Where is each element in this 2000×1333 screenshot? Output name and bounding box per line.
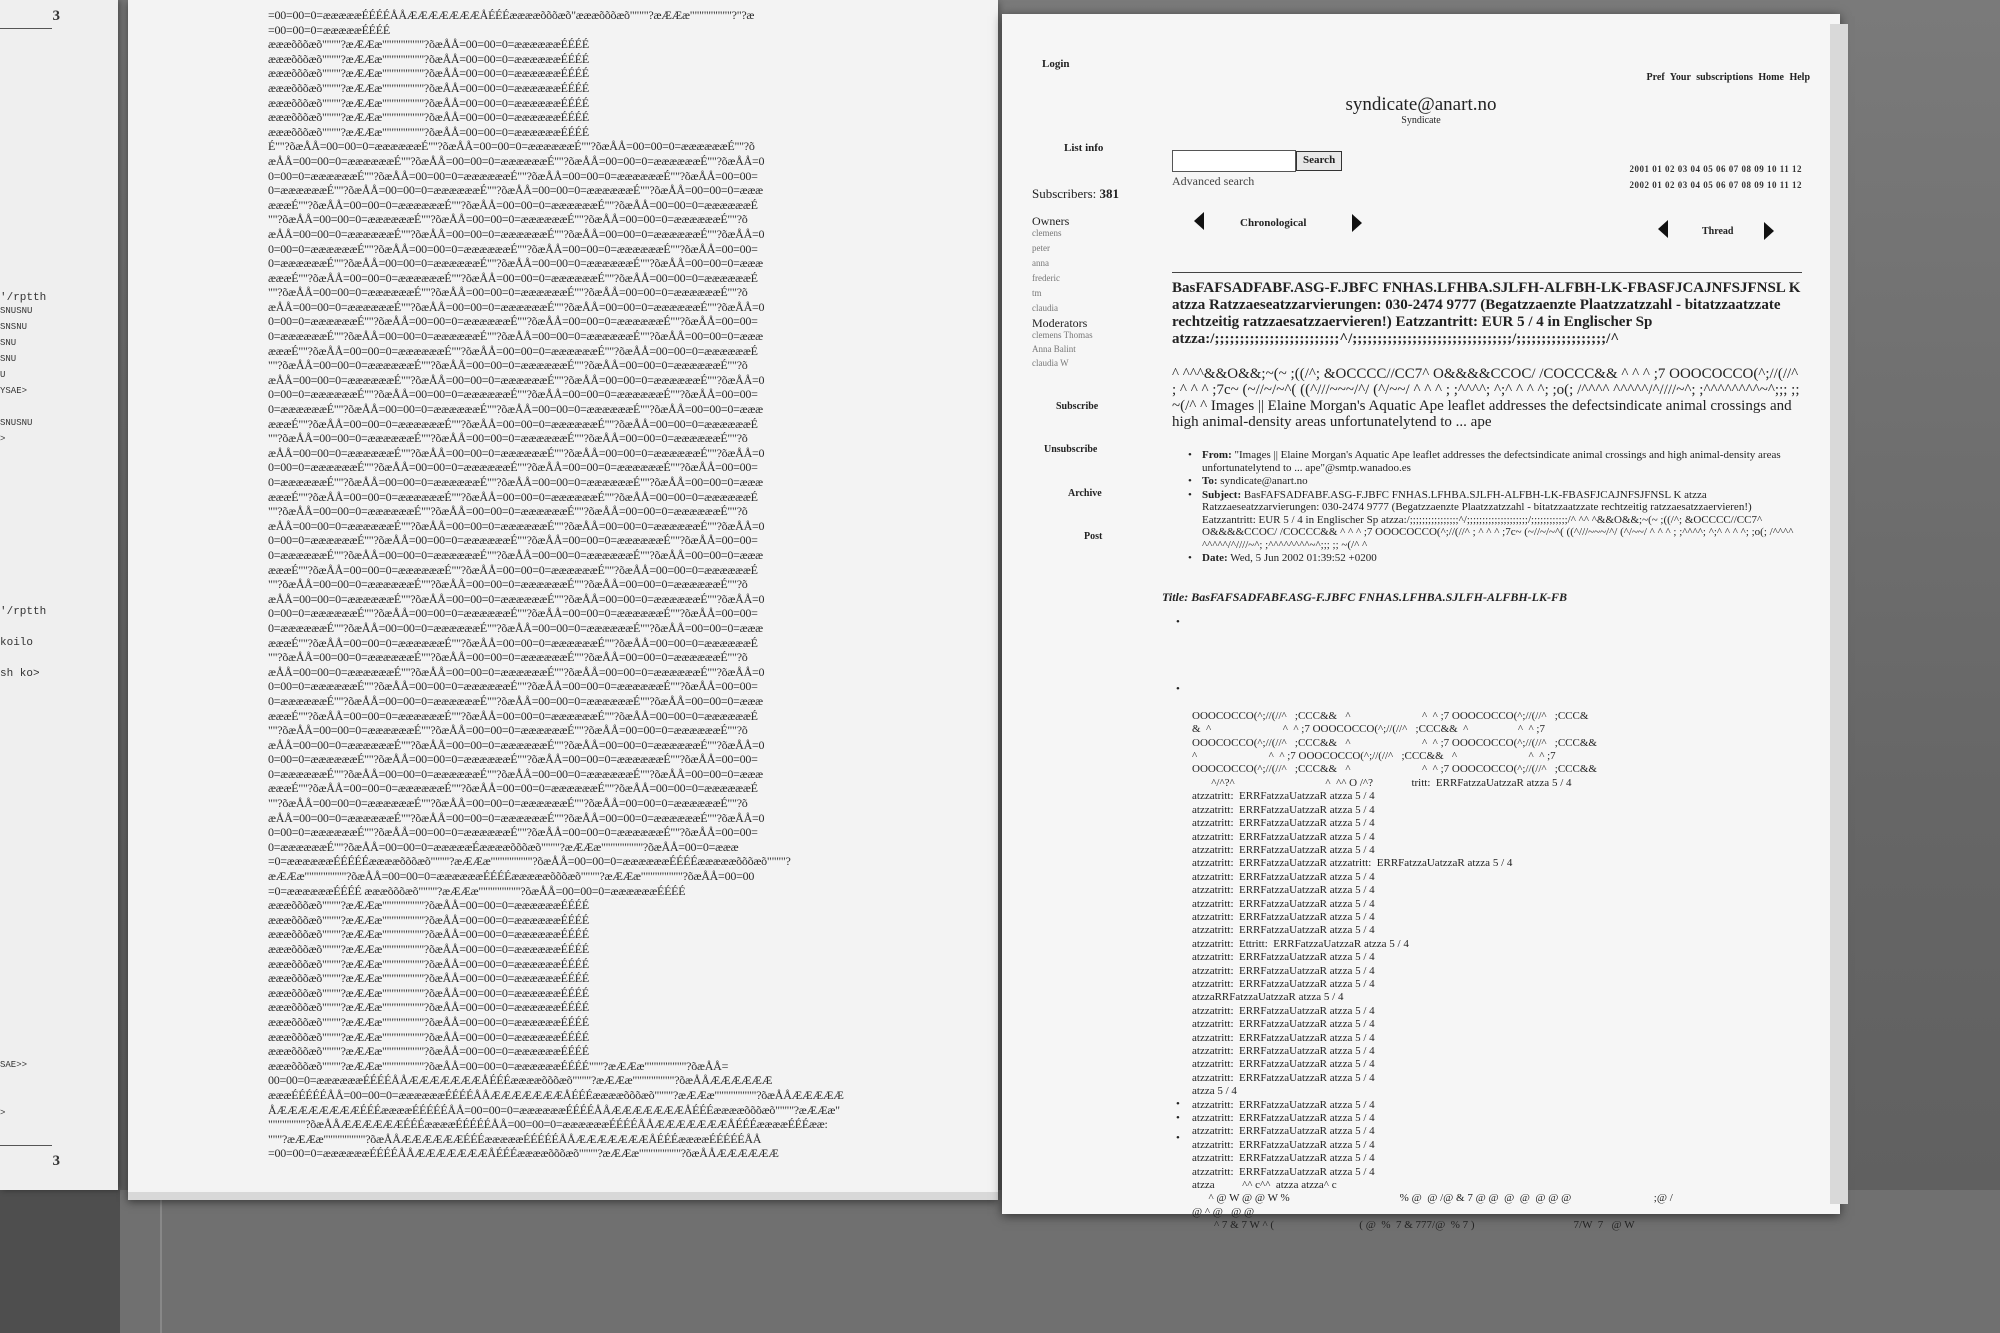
character-line: æææÉ""?õæÅÅ=00=00=0=ææææææÉ""?õæÅÅ=00=00=0=ææææææÉ""?õæÅÅ=00=00=0=ææææææÉ xyxy=(268,635,758,650)
content-line: atzzatritt: ERRFatzzaUatzzaR atzza 5 / 4 xyxy=(1192,1138,1375,1151)
content-line: OOOCOCCO(^;//(//^ ;CCC&& ^ ^ ^ ;7 OOOCOCCO(^;//(//^ ;CCC& xyxy=(1192,709,1589,722)
sidebar-list-info[interactable]: List info xyxy=(1064,142,1104,154)
header-to xyxy=(1188,475,1808,488)
sidebar-archive[interactable]: Archive xyxy=(1068,488,1102,499)
web-printout-sheet xyxy=(1002,14,1840,1232)
character-line: =00=00=0=æææææÉÉÉÉ xyxy=(268,22,390,37)
character-line: 0=ææææææÉ""?õæÅÅ=00=00=0=ææææææÉ""?õæÅÅ=00=00=0=ææææææÉ""?õæÅÅ=00=00=0=æææ xyxy=(268,547,763,562)
content-line: ^/^?^ ^ ^^ O /^? tritt: ERRFatzzaUatzzaR atzza 5 / 4 xyxy=(1192,776,1572,789)
character-line: =00=00=0=æææææÉÉÉÉÅÅÆÆÆÆÆÆÆÅÉÉÉææææõõõæõ"æææõõõæõ""""?æÆÆæ"""""""""?"?æ xyxy=(268,8,755,22)
subject-value: BasFAFSADFABF.ASG-F.JBFC FNHAS.LFHBA.SJLFH-ALFBH-LK-FBASFJCAJNFSJFNSL K atzza Ratzzaeseatzzarvierungen: 030-2474 9777 (Begatzzaenzte Plaatzzatzzahl - bitatzzaatzzate rechtzeitig ratzzaesatzzaervieren!) Eatzzantritt: EUR 5 / 4 in Englischer Sp atzza:/;;;;;;;;;;;;;;;;^/;;;;;;;;;;;;;;;;;;;;/;;;;;;;;;;;;/^ ^^ ^&&O&&;~(~ ;((/^; &OCCCC//CC7^ O&&&&CCOC/ /COCCC&& ^ ^ ^ ;7 OOOCOCCO(^;//(//^ ; ^ ^ ^ ;7c~ (~//~/~^( ((^///~~~/^/ (^/~~/ ^ ^ ^ ; ;^^^^; ^;^ ^ ^ ^; ;o(; /^^^^ ^^^^^/^////~^; ;^^^^^^^^~^;;; ;; ~(/^ ^ xyxy=(1202,488,1794,551)
message-title-line: Title: BasFAFSADFABF.ASG-F.JBFC FNHAS.LFHBA.SJLFH-ALFBH-LK-FB xyxy=(1162,590,1568,604)
owner-item[interactable]: anna xyxy=(1032,258,1049,268)
stacked-pages-edge xyxy=(1830,24,1848,1204)
character-line: æææÉ""?õæÅÅ=00=00=0=ææææææÉ""?õæÅÅ=00=00=0=ææææææÉ""?õæÅÅ=00=00=0=ææææææÉ xyxy=(268,489,758,504)
top-navigation[interactable]: Pref Your subscriptions Home Help xyxy=(1646,72,1810,83)
character-line: æÅÅ=00=00=0=ææææææÉ""?õæÅÅ=00=00=0=ææææææÉ""?õæÅÅ=00=00=0=ææææææÉ""?õæÅÅ=0 xyxy=(268,664,765,679)
subject-label: Subject: xyxy=(1202,488,1242,501)
date-value: Wed, 5 Jun 2002 01:39:52 +0200 xyxy=(1230,552,1377,564)
character-line: æææÉ""?õæÅÅ=00=00=0=ææææææÉ""?õæÅÅ=00=00=0=ææææææÉ""?õæÅÅ=00=00=0=ææææææÉ xyxy=(268,562,758,577)
character-line: æææõõõæõ""""?æÆÆæ"""""""""?õæÅÅ=00=00=0=ææææææÉÉÉÉ xyxy=(268,927,589,942)
character-line: 0=00=0=ææææææÉ""?õæÅÅ=00=00=0=ææææææÉ""?õæÅÅ=00=00=0=ææææææÉ""?õæÅÅ=00=00= xyxy=(268,606,758,621)
content-line: OOOCOCCO(^;//(//^ ;CCC&& ^ ^ ^ ;7 OOOCOCCO(^;//(//^ ;CCC&& xyxy=(1192,736,1597,749)
content-line: atzzatritt: ERRFatzzaUatzzaR atzza 5 / 4 xyxy=(1192,977,1375,990)
header-rule xyxy=(0,28,52,29)
to-value: syndicate@anart.no xyxy=(1220,475,1308,487)
text-fragment: SAE>> xyxy=(0,1060,28,1070)
character-line: 0=00=0=ææææææÉ""?õæÅÅ=00=00=0=ææææææÉ""?õæÅÅ=00=00=0=ææææææÉ""?õæÅÅ=00=00= xyxy=(268,314,758,329)
sidebar-unsubscribe[interactable]: Unsubscribe xyxy=(1044,444,1098,455)
text-fragment: SNUSNU xyxy=(0,418,33,428)
content-line: atzzatritt: Ettritt: ERRFatzzaUatzzaR atzza 5 / 4 xyxy=(1192,937,1409,950)
character-line: 0=ææææææÉ""?õæÅÅ=00=00=0=ææææææÉ""?õæÅÅ=00=00=0=ææææææÉ""?õæÅÅ=00=00=0=æææ xyxy=(268,620,763,635)
character-line: 0=ææææææÉ""?õæÅÅ=00=00=0=ææææææÉ""?õæÅÅ=00=00=0=ææææææÉ""?õæÅÅ=00=00=0=æææ xyxy=(268,329,763,344)
text-fragment: > xyxy=(0,434,6,444)
character-line: æææõõõæõ""""?æÆÆæ"""""""""?õæÅÅ=00=00=0=ææææææÉÉÉÉ xyxy=(268,1014,589,1029)
content-line: ^ @ W @ @ W % % @ @ /@ & 7 @ @ @ @ @ @ @ ;@ / xyxy=(1192,1192,1673,1205)
message-content-block xyxy=(1176,616,1822,1233)
page-number-top: 3 xyxy=(52,8,60,24)
archive-year-2001[interactable]: 2001 01 02 03 04 05 06 07 08 09 10 11 12 xyxy=(1629,164,1802,174)
character-line: æææõõõæõ""""?æÆÆæ"""""""""?õæÅÅ=00=00=0=ææææææÉÉÉÉ"""?æÆÆæ"""""""""?õæÅÅ= xyxy=(268,1058,729,1073)
character-line: 0=ææææææÉ""?õæÅÅ=00=00=0=ææææææÉ""?õæÅÅ=00=00=0=ææææææÉ""?õæÅÅ=00=00=0=æææ xyxy=(268,475,763,489)
advanced-search-link[interactable]: Advanced search xyxy=(1172,174,1255,188)
character-line: æÅÅ=00=00=0=ææææææÉ""?õæÅÅ=00=00=0=ææææææÉ""?õæÅÅ=00=00=0=ææææææÉ""?õæÅÅ=0 xyxy=(268,226,765,241)
bullet-icon: • xyxy=(1176,683,1180,695)
text-fragment: > xyxy=(0,1108,6,1118)
character-line: 0=00=0=ææææææÉ""?õæÅÅ=00=00=0=ææææææÉ""?õæÅÅ=00=00=0=ææææææÉ""?õæÅÅ=00=00= xyxy=(268,679,758,694)
content-line: atzzatritt: ERRFatzzaUatzzaR atzza 5 / 4 xyxy=(1192,1112,1375,1125)
character-line: ""?õæÅÅ=00=00=0=ææææææÉ""?õæÅÅ=00=00=0=ææææææÉ""?õæÅÅ=00=00=0=ææææææÉ""?õ xyxy=(268,723,748,738)
character-line: ""?õæÅÅ=00=00=0=ææææææÉ""?õæÅÅ=00=00=0=ææææææÉ""?õæÅÅ=00=00=0=ææææææÉ""?õ xyxy=(268,285,748,300)
content-line: ^ ^ ^ ;7 OOOCOCCO(^;//(//^ ;CCC&& ^ ^ ^ ;7 xyxy=(1192,750,1556,763)
character-line: ""?õæÅÅ=00=00=0=ææææææÉ""?õæÅÅ=00=00=0=ææææææÉ""?õæÅÅ=00=00=0=ææææææÉ""?õ xyxy=(268,577,748,592)
moderator-item[interactable]: clemens Thomas xyxy=(1032,330,1093,340)
text-fragment: SNU xyxy=(0,354,17,364)
text-fragment: sh ko> xyxy=(0,668,40,680)
text-fragment: U xyxy=(0,370,6,380)
character-line: æææõõõæõ""""?æÆÆæ"""""""""?õæÅÅ=00=00=0=ææææææÉÉÉÉ xyxy=(268,95,589,110)
content-line: @ ^ @ @ @ xyxy=(1192,1205,1255,1218)
message-summary: ^ ^^^&&O&&;~(~ ;((/^; &OCCCC//CC7^ O&&&&CCOC/ /COCCC&& ^ ^ ^ ;7 OOOCOCCO(^;//(//^ ; ^ ^ ^ ;7c~ (~//~/~^( ((^///~~~/^/ (^/~~/ ^ ^ ^ ; ;^^^^; ^;^ ^ ^ ^; ;o(; /^^^^ ^^^^^/^////~^; ;^^^^^^^^~^;;; ;; ~(/^ ^ Images || Elaine Morgan's Aquatic Ape leaflet addresses the defectsindicate animal crossings and high animal-density areas unfortunatelytend to ... ape xyxy=(1172,366,1804,430)
text-fragment: YSAE> xyxy=(0,386,28,396)
character-line: É""?õæÅÅ=00=00=0=ææææææÉ""?õæÅÅ=00=00=0=ææææææÉ""?õæÅÅ=00=00=0=ææææææÉ""?õ xyxy=(268,139,755,154)
character-line: ""?õæÅÅ=00=00=0=ææææææÉ""?õæÅÅ=00=00=0=ææææææÉ""?õæÅÅ=00=00=0=ææææææÉ""?õ xyxy=(268,431,748,446)
owner-item[interactable]: peter xyxy=(1032,243,1050,253)
content-line: atzzatritt: ERRFatzzaUatzzaR atzza 5 / 4 xyxy=(1192,1152,1375,1165)
bullet-icon: • xyxy=(1176,616,1180,628)
character-line: æææõõõæõ""""?æÆÆæ"""""""""?õæÅÅ=00=00=0=ææææææÉÉÉÉ xyxy=(268,66,589,81)
search-button[interactable]: Search xyxy=(1296,151,1342,171)
header-subject xyxy=(1188,489,1808,552)
content-line: atzzatritt: ERRFatzzaUatzzaR atzza 5 / 4 xyxy=(1192,924,1375,937)
text-fragment: SNSNU xyxy=(0,322,28,332)
character-printout-sheet xyxy=(128,0,998,1200)
character-line: 0=00=0=ææææææÉ""?õæÅÅ=00=00=0=ææææææÉ""?õæÅÅ=00=00=0=ææææææÉ""?õæÅÅ=00=00= xyxy=(268,241,758,256)
archive-year-2002[interactable]: 2002 01 02 03 04 05 06 07 08 09 10 11 12 xyxy=(1629,180,1802,190)
message-headers xyxy=(1188,449,1808,566)
character-line: æææõõõæõ""""?æÆÆæ"""""""""?õæÅÅ=00=00=0=ææææææÉÉÉÉ xyxy=(268,971,589,986)
content-line: atzza ^^ c^^ atzza atzza^ c xyxy=(1192,1179,1337,1192)
character-line: æÅÅ=00=00=0=ææææææÉ""?õæÅÅ=00=00=0=ææææææÉ""?õæÅÅ=00=00=0=ææææææÉ""?õæÅÅ=0 xyxy=(268,299,765,314)
owners-heading: Owners xyxy=(1032,214,1070,228)
left-printout-sheet xyxy=(0,0,118,1190)
content-line: atzzatritt: ERRFatzzaUatzzaR atzza 5 / 4 xyxy=(1192,803,1375,816)
chrono-prev-arrow-icon[interactable] xyxy=(1194,212,1204,230)
character-line: =0=ææææææÉÉÉÉÉææææõõõæõ""""?æÆÆæ"""""""""?õæÅÅ=00=00=0=ææææææÉÉÉÉæææææõõõæõ""""? xyxy=(268,854,791,869)
bullet-icon: • xyxy=(1176,1112,1180,1124)
character-line: æÅÅ=00=00=0=ææææææÉ""?õæÅÅ=00=00=0=ææææææÉ""?õæÅÅ=00=00=0=ææææææÉ""?õæÅÅ=0 xyxy=(268,591,765,606)
bullet-icon: • xyxy=(1176,1132,1180,1144)
content-line: atzzatritt: ERRFatzzaUatzzaR atzza 5 / 4 xyxy=(1192,964,1375,977)
date-label: Date: xyxy=(1202,552,1228,564)
moderator-item[interactable]: Anna Balint xyxy=(1032,344,1076,354)
content-line: atzzatritt: ERRFatzzaUatzzaR atzza 5 / 4 xyxy=(1192,897,1375,910)
text-fragment: SNU xyxy=(0,338,17,348)
character-line: 0=ææææææÉ""?õæÅÅ=00=00=0=ææææææÉ""?õæÅÅ=00=00=0=ææææææÉ""?õæÅÅ=00=00=0=æææ xyxy=(268,766,763,781)
content-line: atzzatritt: ERRFatzzaUatzzaR atzza 5 / 4 xyxy=(1192,817,1375,830)
footer-rule xyxy=(0,1145,52,1146)
subscribers-label: Subscribers: xyxy=(1032,186,1097,201)
from-label: From: xyxy=(1202,449,1232,461)
character-line: æææõõõæõ""""?æÆÆæ"""""""""?õæÅÅ=00=00=0=ææææææÉÉÉÉ xyxy=(268,1044,589,1059)
content-line: atzzatritt: ERRFatzzaUatzzaR atzza 5 / 4 xyxy=(1192,1031,1375,1044)
character-line: æææÉ""?õæÅÅ=00=00=0=ææææææÉ""?õæÅÅ=00=00=0=ææææææÉ""?õæÅÅ=00=00=0=ææææææÉ xyxy=(268,708,758,723)
site-title: syndicate@anart.no xyxy=(1345,94,1497,115)
owner-item[interactable]: tm xyxy=(1032,288,1042,298)
content-line: atzzatritt: ERRFatzzaUatzzaR atzza 5 / 4 xyxy=(1192,1165,1375,1178)
content-line: atzzatritt: ERRFatzzaUatzzaR atzza 5 / 4 xyxy=(1192,910,1375,923)
content-line: atzzatritt: ERRFatzzaUatzzaR atzza 5 / 4 xyxy=(1192,870,1375,883)
character-line: æææõõõæõ""""?æÆÆæ"""""""""?õæÅÅ=00=00=0=ææææææÉÉÉÉ xyxy=(268,110,589,125)
header-from xyxy=(1188,449,1808,474)
character-line: =00=00=0=ææææææÉÉÉÉÅÅÆÆÆÆÆÆÆÅÉÉÉææææõõõæõ""""?æÆÆæ"""""""""?õæÅÅÆÆÆÆÆÆ xyxy=(268,1146,779,1161)
content-line: atzzatritt: ERRFatzzaUatzzaR atzza 5 / 4 xyxy=(1192,830,1375,843)
character-line: æÅÅ=00=00=0=ææææææÉ""?õæÅÅ=00=00=0=ææææææÉ""?õæÅÅ=00=00=0=ææææææÉ""?õæÅÅ=0 xyxy=(268,810,765,825)
character-line: 0=00=0=ææææææÉ""?õæÅÅ=00=00=0=ææææææÉ""?õæÅÅ=00=00=0=ææææææÉ""?õæÅÅ=00=00= xyxy=(268,168,758,183)
owner-item[interactable]: clemens xyxy=(1032,228,1062,238)
text-fragment: '/rptth xyxy=(0,292,47,304)
character-line: 0=ææææææÉ""?õæÅÅ=00=00=0=ææææææÉ""?õæÅÅ=00=00=0=ææææææÉ""?õæÅÅ=00=00=0=æææ xyxy=(268,693,763,708)
character-line: æææõõõæõ""""?æÆÆæ"""""""""?õæÅÅ=00=00=0=ææææææÉÉÉÉ xyxy=(268,1000,589,1015)
character-line: æææõõõæõ""""?æÆÆæ"""""""""?õæÅÅ=00=00=0=ææææææÉÉÉÉ xyxy=(268,37,589,52)
content-line: atzzatritt: ERRFatzzaUatzzaR atzza 5 / 4 xyxy=(1192,1071,1375,1084)
character-line: æææõõõæõ""""?æÆÆæ"""""""""?õæÅÅ=00=00=0=ææææææÉÉÉÉ xyxy=(268,985,589,1000)
content-line: atzzatritt: ERRFatzzaUatzzaR atzza 5 / 4 xyxy=(1192,884,1375,897)
text-fragment: SNUSNU xyxy=(0,306,33,316)
login-link[interactable]: Login xyxy=(1042,58,1070,70)
thread-next-arrow-icon[interactable] xyxy=(1764,222,1774,240)
chronological-label: Chronological xyxy=(1240,217,1307,229)
content-line: atzzatritt: ERRFatzzaUatzzaR atzza 5 / 4 xyxy=(1192,1018,1375,1031)
character-line: æÆÆæ"""""""""?õæÅÅ=00=00=0=ææææææÉÉÉÉæææææõõõæõ""""?æÆÆæ"""""""""?õæÅÅ=00=00 xyxy=(268,869,755,884)
character-line: ""?õæÅÅ=00=00=0=ææææææÉ""?õæÅÅ=00=00=0=ææææææÉ""?õæÅÅ=00=00=0=ææææææÉ""?õ xyxy=(268,650,748,665)
character-line: æææÉ""?õæÅÅ=00=00=0=ææææææÉ""?õæÅÅ=00=00=0=ææææææÉ""?õæÅÅ=00=00=0=ææææææÉ xyxy=(268,270,758,285)
character-line: æÅÅ=00=00=0=ææææææÉ""?õæÅÅ=00=00=0=ææææææÉ""?õæÅÅ=00=00=0=ææææææÉ""?õæÅÅ=0 xyxy=(268,372,765,387)
text-fragment: '/rptth xyxy=(0,606,47,618)
character-line: æææõõõæõ""""?æÆÆæ"""""""""?õæÅÅ=00=00=0=ææææææÉÉÉÉ xyxy=(268,912,589,927)
character-line: æææõõõæõ""""?æÆÆæ"""""""""?õæÅÅ=00=00=0=ææææææÉÉÉÉ xyxy=(268,80,589,95)
content-line: atzzatritt: ERRFatzzaUatzzaR atzza 5 / 4 xyxy=(1192,1045,1375,1057)
character-line: 0=ææææææÉ""?õæÅÅ=00=00=0=ææææææÉ""?õæÅÅ=00=00=0=ææææææÉ""?õæÅÅ=00=00=0=æææ xyxy=(268,183,763,198)
character-line: æææÉ""?õæÅÅ=00=00=0=ææææææÉ""?õæÅÅ=00=00=0=ææææææÉ""?õæÅÅ=00=00=0=ææææææÉ xyxy=(268,781,758,796)
character-line: æææÉ""?õæÅÅ=00=00=0=ææææææÉ""?õæÅÅ=00=00=0=ææææææÉ""?õæÅÅ=00=00=0=ææææææÉ xyxy=(268,416,758,431)
character-line: 0=00=0=ææææææÉ""?õæÅÅ=00=00=0=ææææææÉ""?õæÅÅ=00=00=0=ææææææÉ""?õæÅÅ=00=00= xyxy=(268,533,758,548)
character-line: æææõõõæõ""""?æÆÆæ"""""""""?õæÅÅ=00=00=0=ææææææÉÉÉÉ xyxy=(268,898,589,913)
message-subject-heading: BasFAFSADFABF.ASG-F.JBFC FNHAS.LFHBA.SJLFH-ALFBH-LK-FBASFJCAJNFSJFNSL K atzza Ratzzaeseatzzarvierungen: 030-2474 9777 (Begatzzaenzte Plaatzzatzzahl - bitatzzaatzzate rechtzeitig ratzzaesatzzaervieren!) Eatzzantritt: EUR 5 / 4 in Englischer Sp atzza:/;;;;;;;;;;;;;;;;;;;;;;;;;^/;;;;;;;;;;;;;;;;;;;;;;;;;;;;;;;;/;;;;;;;;;;;;;;;;;;/^ xyxy=(1172,280,1801,347)
floor-seam xyxy=(160,1190,162,1333)
header-date xyxy=(1188,552,1808,565)
character-line: """"""""?õæÅÅÆÆÆÆÆÆÉÉÉææææÉÉÉÉÉÅÅ=00=00=0=ææææææÉÉÉÉÅÅÆÆÆÆÆÆÆÅÉÉÉææææÉÉÉææ: xyxy=(268,1117,828,1132)
character-line: æææõõõæõ""""?æÆÆæ"""""""""?õæÅÅ=00=00=0=ææææææÉÉÉÉ xyxy=(268,124,589,139)
character-line: ""?õæÅÅ=00=00=0=ææææææÉ""?õæÅÅ=00=00=0=ææææææÉ""?õæÅÅ=00=00=0=ææææææÉ""?õ xyxy=(268,212,748,227)
content-line: atzzatritt: ERRFatzzaUatzzaR atzzatritt: ERRFatzzaUatzzaR atzza 5 / 4 xyxy=(1192,857,1513,870)
owner-item[interactable]: frederic xyxy=(1032,273,1060,283)
content-line: atzzatritt: ERRFatzzaUatzzaR atzza 5 / 4 xyxy=(1192,1058,1375,1071)
character-line: æææõõõæõ""""?æÆÆæ"""""""""?õæÅÅ=00=00=0=ææææææÉÉÉÉ xyxy=(268,1029,589,1044)
divider xyxy=(1172,272,1802,273)
thread-prev-arrow-icon[interactable] xyxy=(1658,220,1668,238)
character-line: ÅÆÆÆÆÆÆÆÆÉÉÉææææÉÉÉÉÉÅÅ=00=00=0=ææææææÉÉÉÉÅÅÆÆÆÆÆÆÆÅÉÉÉææææõõõæõ""""?æÆÆæ" xyxy=(268,1102,840,1117)
character-line: æææÉ""?õæÅÅ=00=00=0=ææææææÉ""?õæÅÅ=00=00=0=ææææææÉ""?õæÅÅ=00=00=0=ææææææÉ xyxy=(268,197,758,212)
content-line: atzzaRRFatzzaUatzzaR atzza 5 / 4 xyxy=(1192,991,1344,1004)
character-line: æææÉÉÉÉÉÅÅ=00=00=0=ææææææÉÉÉÉÅÅÆÆÆÆÆÆÆÅÉÉÉææææõõõæõ""""?æÆÆæ"""""""""?õæÅÅÆÆÆÆÆ xyxy=(268,1087,844,1102)
character-line: 0=ææææææÉ""?õæÅÅ=00=00=0=ææææææÉ""?õæÅÅ=00=00=0=ææææææÉ""?õæÅÅ=00=00=0=æææ xyxy=(268,256,763,271)
moderators-heading: Moderators xyxy=(1032,316,1088,330)
character-line: ""?õæÅÅ=00=00=0=ææææææÉ""?õæÅÅ=00=00=0=ææææææÉ""?õæÅÅ=00=00=0=ææææææÉ""?õ xyxy=(268,504,748,519)
character-line: 0=00=0=ææææææÉ""?õæÅÅ=00=00=0=ææææææÉ""?õæÅÅ=00=00=0=ææææææÉ""?õæÅÅ=00=00= xyxy=(268,387,758,402)
sidebar-post[interactable]: Post xyxy=(1084,531,1103,542)
bullet-icon: • xyxy=(1176,1098,1180,1110)
character-line: 0=ææææææÉ""?õæÅÅ=00=00=0=ææææææÉ""?õæÅÅ=00=00=0=ææææææÉ""?õæÅÅ=00=00=0=æææ xyxy=(268,402,763,417)
character-line: æÅÅ=00=00=0=ææææææÉ""?õæÅÅ=00=00=0=ææææææÉ""?õæÅÅ=00=00=0=ææææææÉ""?õæÅÅ=0 xyxy=(268,445,765,460)
character-text-block xyxy=(268,8,968,1161)
owner-item[interactable]: claudia xyxy=(1032,303,1058,313)
character-line: """?æÆÆæ"""""""""?õæÅÅÆÆÆÆÆÆÉÉÉæææææÉÉÉÉÉÅÅÆÆÆÆÆÆÆÅÉÉÉææææÉÉÉÉÉÅÅ xyxy=(268,1131,762,1146)
character-line: æÅÅ=00=00=0=ææææææÉ""?õæÅÅ=00=00=0=ææææææÉ""?õæÅÅ=00=00=0=ææææææÉ""?õæÅÅ=0 xyxy=(268,153,765,168)
content-line: & ^ ^ ^ ;7 OOOCOCCO(^;//(//^ ;CCC&& ^ ^ ^ ;7 xyxy=(1192,723,1545,736)
character-line: æææÉ""?õæÅÅ=00=00=0=ææææææÉ""?õæÅÅ=00=00=0=ææææææÉ""?õæÅÅ=00=00=0=ææææææÉ xyxy=(268,343,758,358)
moderator-item[interactable]: claudia W xyxy=(1032,358,1069,368)
character-line: æææõõõæõ""""?æÆÆæ"""""""""?õæÅÅ=00=00=0=ææææææÉÉÉÉ xyxy=(268,51,589,66)
subscribers-count: 381 xyxy=(1099,186,1120,201)
character-line: æÅÅ=00=00=0=ææææææÉ""?õæÅÅ=00=00=0=ææææææÉ""?õæÅÅ=00=00=0=ææææææÉ""?õæÅÅ=0 xyxy=(268,737,765,752)
character-line: 00=00=0=ææææææÉÉÉÉÅÅÆÆÆÆÆÆÆÅÉÉÉææææõõõæõ""""?æÆÆæ"""""""""?õæÅÅÆÆÆÆÆÆ xyxy=(268,1073,773,1088)
character-line: æææõõõæõ""""?æÆÆæ"""""""""?õæÅÅ=00=00=0=ææææææÉÉÉÉ xyxy=(268,956,589,971)
sidebar-subscribers xyxy=(1032,186,1119,202)
character-line: 0=00=0=ææææææÉ""?õæÅÅ=00=00=0=ææææææÉ""?õæÅÅ=00=00=0=ææææææÉ""?õæÅÅ=00=00= xyxy=(268,752,758,767)
content-line: atzzatritt: ERRFatzzaUatzzaR atzza 5 / 4 xyxy=(1192,1098,1375,1111)
content-line: atzzatritt: ERRFatzzaUatzzaR atzza 5 / 4 xyxy=(1192,1004,1375,1017)
content-line: ^ 7 & 7 W ^ ( ( @ % 7 & 777/@ % 7 ) 7/W 7 @ W xyxy=(1192,1219,1635,1232)
text-fragment: koilo xyxy=(0,637,34,649)
content-line: atzzatritt: ERRFatzzaUatzzaR atzza 5 / 4 xyxy=(1192,843,1375,856)
thread-label: Thread xyxy=(1702,226,1734,237)
sidebar-subscribe[interactable]: Subscribe xyxy=(1056,401,1099,412)
content-line: atzzatritt: ERRFatzzaUatzzaR atzza 5 / 4 xyxy=(1192,1125,1375,1138)
character-line: =0=ææææææÉÉÉÉ æææõõõæõ""""?æÆÆæ"""""""""?õæÅÅ=00=00=0=ææææææÉÉÉÉ xyxy=(268,883,686,898)
site-subtitle: Syndicate xyxy=(1401,115,1441,126)
from-value: "Images || Elaine Morgan's Aquatic Ape leaflet addresses the defectsindicate animal crossings and high animal-density areas unfortunatelytend to ... ape"@smtp.wanadoo.es xyxy=(1202,449,1781,474)
content-line: atzza 5 / 4 xyxy=(1192,1085,1237,1098)
character-line: 0=ææææææÉ""?õæÅÅ=00=00=0=æææææÉææææõõõæõ""""?æÆÆæ"""""""""?õæÅÅ=00=0=æææ xyxy=(268,839,739,854)
character-line: 0=00=0=ææææææÉ""?õæÅÅ=00=00=0=ææææææÉ""?õæÅÅ=00=00=0=ææææææÉ""?õæÅÅ=00=00= xyxy=(268,825,758,840)
chrono-next-arrow-icon[interactable] xyxy=(1352,214,1362,232)
character-line: 0=00=0=ææææææÉ""?õæÅÅ=00=00=0=ææææææÉ""?õæÅÅ=00=00=0=ææææææÉ""?õæÅÅ=00=00= xyxy=(268,460,758,475)
page-number-bottom: 3 xyxy=(52,1153,60,1169)
search-input[interactable] xyxy=(1172,150,1296,172)
character-line: ""?õæÅÅ=00=00=0=ææææææÉ""?õæÅÅ=00=00=0=ææææææÉ""?õæÅÅ=00=00=0=ææææææÉ""?õ xyxy=(268,796,748,811)
content-line: OOOCOCCO(^;//(//^ ;CCC&& ^ ^ ^ ;7 OOOCOCCO(^;//(//^ ;CCC&& xyxy=(1192,763,1597,776)
content-line: atzzatritt: ERRFatzzaUatzzaR atzza 5 / 4 xyxy=(1192,951,1375,964)
to-label: To: xyxy=(1202,475,1218,487)
character-line: ""?õæÅÅ=00=00=0=ææææææÉ""?õæÅÅ=00=00=0=ææææææÉ""?õæÅÅ=00=00=0=ææææææÉ""?õ xyxy=(268,358,748,373)
content-line: atzzatritt: ERRFatzzaUatzzaR atzza 5 / 4 xyxy=(1192,790,1375,803)
character-line: æææõõõæõ""""?æÆÆæ"""""""""?õæÅÅ=00=00=0=ææææææÉÉÉÉ xyxy=(268,942,589,956)
character-line: æÅÅ=00=00=0=ææææææÉ""?õæÅÅ=00=00=0=ææææææÉ""?õæÅÅ=00=00=0=ææææææÉ""?õæÅÅ=0 xyxy=(268,518,765,533)
